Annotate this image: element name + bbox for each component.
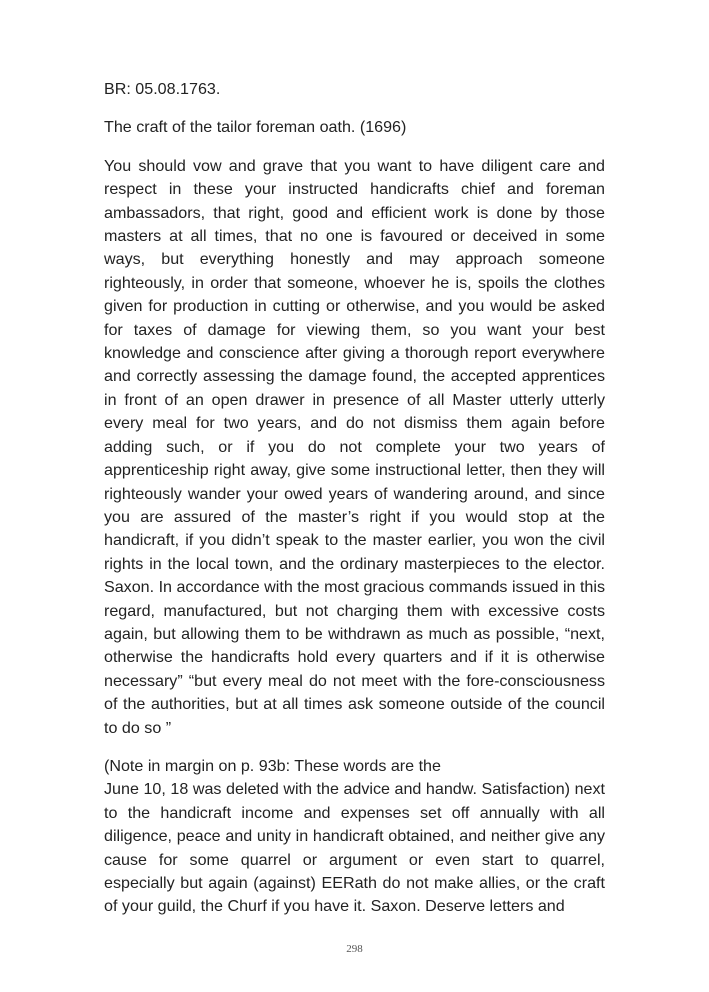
page-number: 298 [346,943,363,955]
margin-note-continuation: June 10, 18 was deleted with the advice and handw. Satisfaction) next to the handicraft income and expenses set off annually with all diligence, peace and unity in handicraft obtained, and neither give any cause for some quarrel or argument or even start to quarrel, especially but again (against) EERath do not make allies, or the craft of your guild, the Churf if you have it. Saxon. Deserve letters and [104,780,605,916]
margin-note-first-line: (Note in margin on p. 93b: These words are the [104,756,441,775]
document-body [104,78,605,934]
document-title: The craft of the tailor foreman oath. (1696) [104,118,407,137]
document-reference: BR: 05.08.1763. [104,80,221,98]
main-paragraph: You should vow and grave that you want to have diligent care and respect in these your instructed handicrafts chief and foreman ambassadors, that right, good and efficient work is done by those masters at all times, that no one is favoured or deceived in some ways, but everything honestly and may approach someone righteously, in order that someone, whoever he is, spoils the clothes given for production in cutting or otherwise, and you would be asked for taxes of damage for viewing them, so you want your best knowledge and conscience after giving a thorough report everywhere and correctly assessing the damage found, the accepted apprentices in front of an open drawer in presence of all Master utterly utterly every meal for two years, and do not dismiss them again before adding such, or if you do not complete your two years of apprenticeship right away, give some instructional letter, then they will righteously wander your owed years of wandering around, and since you are assured of the master’s right if you would stop at the handicraft, if you didn’t speak to the master earlier, you won the civil rights in the local town, and the ordinary masterpieces to the elector. Saxon. In accordance with the most gracious commands issued in this regard, manufactured, but not charging them with excessive costs again, but allowing them to be withdrawn as much as possible, “next, otherwise the handicrafts hold every quarters and if it is otherwise necessary” “but every meal do not meet with the fore-consciousness of the authorities, but at all times ask someone outside of the council to do so ” [104,156,605,737]
margin-note-paragraph [104,755,605,919]
